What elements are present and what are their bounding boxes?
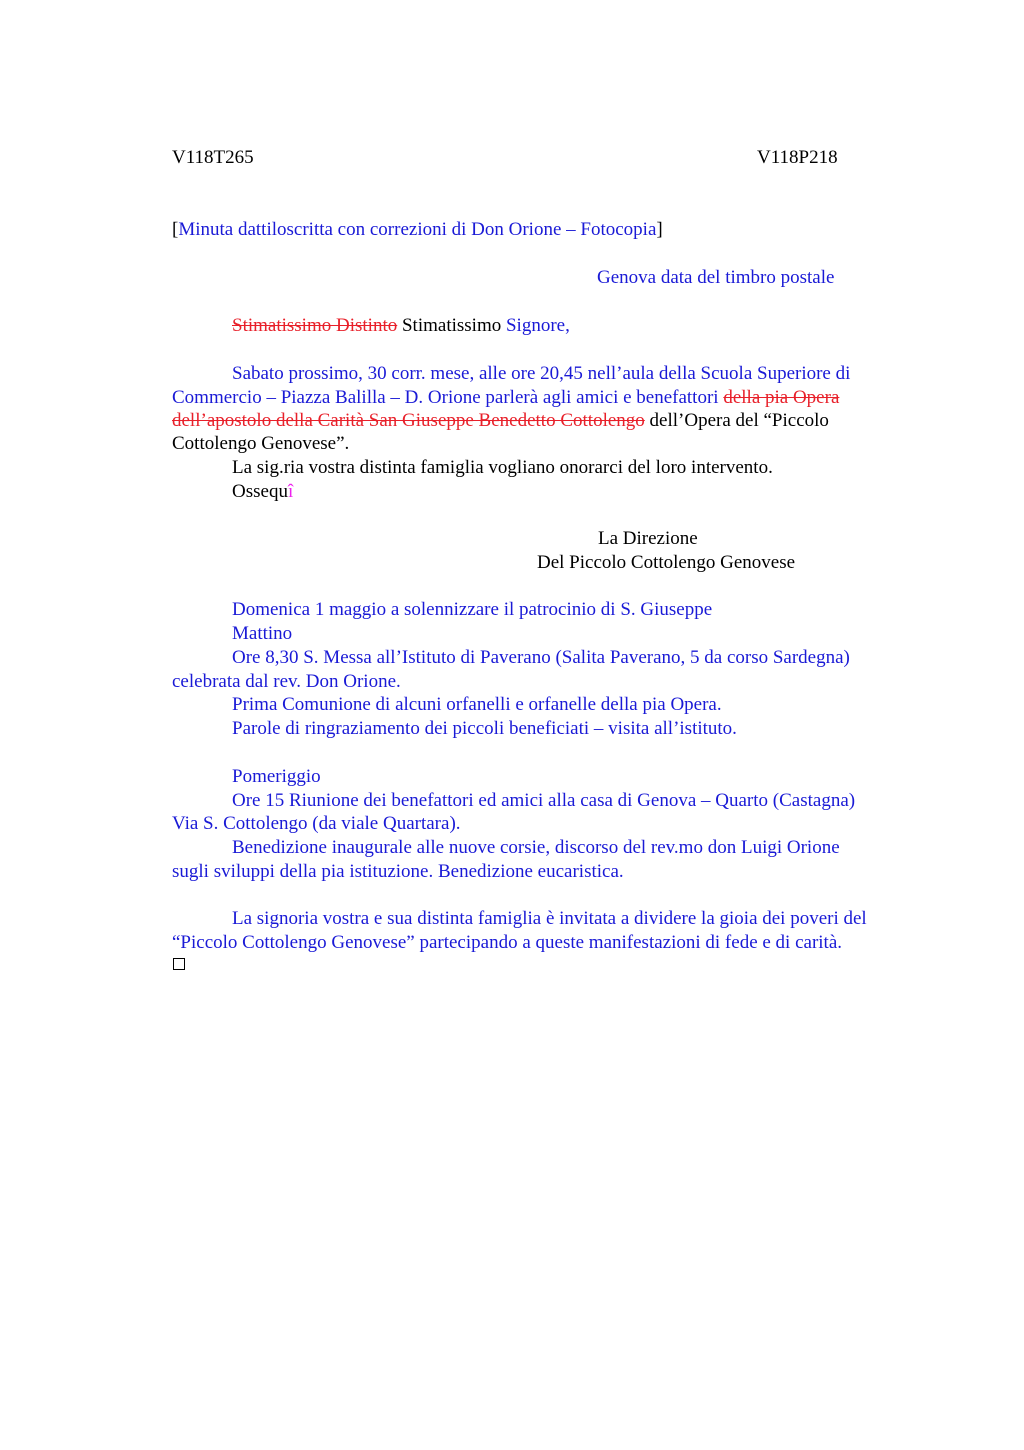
ossequi [232,480,293,504]
para1-line3-text: dell’Opera del “Piccolo [649,410,829,431]
salutation-struck: Stimatissimo Distinto [232,315,398,336]
signature-line2: Del Piccolo Cottolengo Genovese [537,552,796,573]
note-text: Minuta dattiloscritta con correzioni di Don Orione – Fotocopia [178,219,657,240]
salutation-word: Stimatissimo [401,315,502,336]
morning-item2: Prima Comunione di alcuni orfanelli e orfanelle della pia Opera. [232,694,722,715]
morning-label: Mattino [232,623,293,644]
note-bracket-open: [ [172,219,179,240]
para1-line1: Sabato prossimo, 30 corr. mese, alle ore 20,45 nell’aula della Scuola Superiore di [232,363,851,384]
afternoon-label: Pomeriggio [232,766,321,787]
afternoon-item2-line2: sugli sviluppi della pia istituzione. Benedizione eucaristica. [172,861,624,882]
para1-line2-text: Commercio – Piazza Balilla – D. Orione parlerà agli amici e benefattori [172,387,719,408]
closing-line1: La signoria vostra e sua distinta famiglia è invitata a dividere la gioia dei poveri del [232,908,867,929]
para1-line2-struck: della pia Opera [723,387,840,408]
place-date: Genova data del timbro postale [597,267,835,288]
salutation-title: Signore, [505,315,570,336]
para2: La sig.ria vostra distinta famiglia vogliano onorarci del loro intervento. [232,457,773,478]
ossequi-mark: î [287,481,294,502]
para1-line4: Cottolengo Genovese”. [172,433,350,454]
closing-line2: “Piccolo Cottolengo Genovese” partecipando a queste manifestazioni di fede e di carità. [172,932,843,953]
para1-line2 [172,386,839,410]
salutation [232,314,570,338]
morning-item1-line1: Ore 8,30 S. Messa all’Istituto di Paverano (Salita Paverano, 5 da corso Sardegna) [232,647,850,668]
header-left-code: V118T265 [172,147,254,168]
para1-line3 [172,409,829,433]
program-intro: Domenica 1 maggio a solennizzare il patrocinio di S. Giuseppe [232,599,713,620]
afternoon-item1-line2: Via S. Cottolengo (da viale Quartara). [172,813,461,834]
morning-item3: Parole di ringraziamento dei piccoli beneficiati – visita all’istituto. [232,718,737,739]
signature-line1: La Direzione [598,528,698,549]
afternoon-item2-line1: Benedizione inaugurale alle nuove corsie, discorso del rev.mo don Luigi Orione [232,837,840,858]
header-right-code: V118P218 [757,147,838,168]
empty-box-symbol [173,958,185,970]
ossequi-base: Ossequ [232,481,288,502]
editorial-note [172,218,663,242]
morning-item1-line2: celebrata dal rev. Don Orione. [172,671,401,692]
note-bracket-close: ] [656,219,663,240]
afternoon-item1-line1: Ore 15 Riunione dei benefattori ed amici alla casa di Genova – Quarto (Castagna) [232,790,856,811]
para1-line3-struck: dell’apostolo della Carità San Giuseppe Benedetto Cottolengo [172,410,645,431]
